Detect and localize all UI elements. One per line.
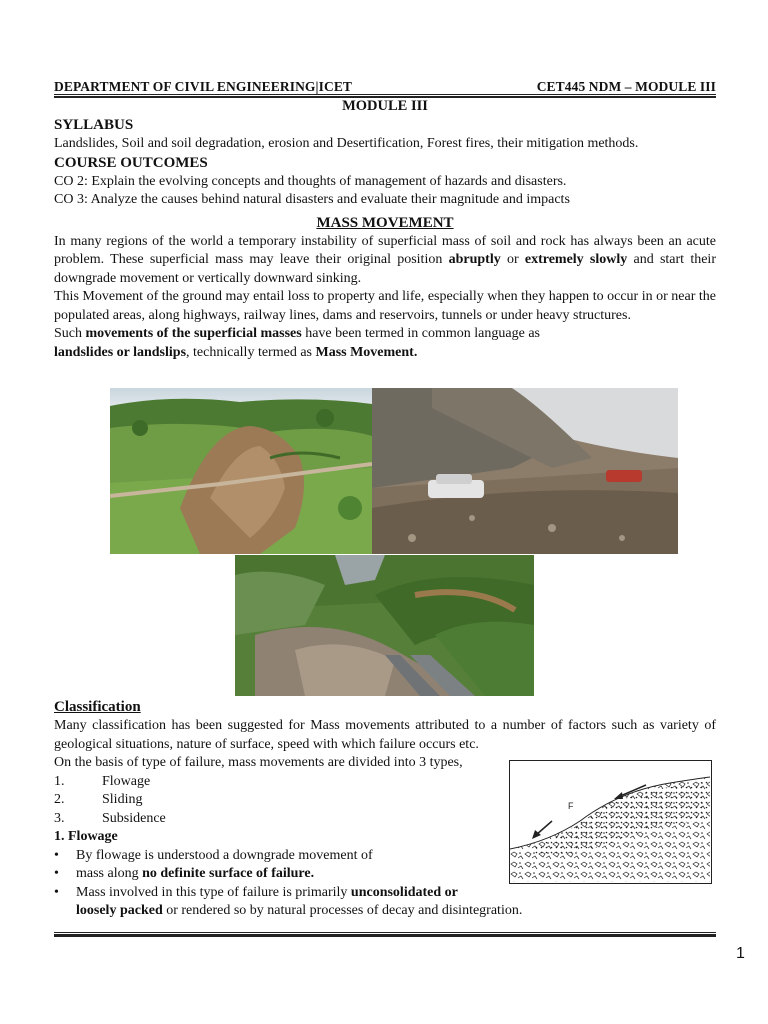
collapsed-highway-image bbox=[235, 555, 534, 696]
header-rule bbox=[54, 94, 716, 95]
text-run: or rendered so by natural processes of decay and disintegration. bbox=[162, 903, 523, 918]
text-run: Mass involved in this type of failure is primarily bbox=[76, 884, 351, 900]
module-title: MODULE III bbox=[342, 98, 428, 114]
flowage-diagram bbox=[509, 760, 712, 884]
diagram-label: F bbox=[568, 801, 574, 811]
list-number: 3. bbox=[54, 810, 65, 826]
landslide-hillside-image bbox=[110, 388, 372, 554]
page-header bbox=[54, 79, 716, 95]
text-run: Such bbox=[54, 326, 86, 341]
bullet-icon: • bbox=[54, 884, 59, 900]
text-run: mass along bbox=[76, 866, 143, 881]
text-run: have been termed in common language as bbox=[301, 326, 540, 341]
list-number: 1. bbox=[54, 773, 65, 789]
list-label: Subsidence bbox=[102, 810, 166, 826]
course-outcomes-heading: COURSE OUTCOMES bbox=[54, 154, 208, 171]
list-item bbox=[54, 847, 494, 866]
bullet-icon: • bbox=[54, 866, 59, 881]
list-item bbox=[54, 865, 494, 884]
course-outcome-2: CO 2: Explain the evolving concepts and thoughts of management of hazards and disasters. bbox=[54, 173, 567, 189]
mass-movement-paragraph-2: This Movement of the ground may entail loss to property and life, especially when they happen to occur in or near the populated areas, along highways, railway lines, dams and reservoirs, tunnels or under heavy structures. bbox=[54, 289, 716, 323]
list-item bbox=[54, 884, 716, 921]
bold-run: Mass Movement. bbox=[315, 344, 418, 360]
bold-run: no definite surface of failure. bbox=[142, 866, 315, 881]
text-run: In many regions of the world a temporary instability of superficial mass of soil and rock has always been an acute problem. These superficial mass may leave their original position bbox=[54, 233, 716, 267]
list-label: Sliding bbox=[102, 792, 143, 807]
list-item bbox=[54, 791, 494, 810]
classification-paragraph-1: Many classification has been suggested for Mass movements attributed to a number of factors such as variety of geological situations, nature of surface, speed with which failure occurs etc. bbox=[54, 718, 716, 752]
bold-run: abruptly bbox=[448, 252, 501, 267]
mass-movement-title: MASS MOVEMENT bbox=[316, 214, 454, 231]
text-run: or bbox=[500, 252, 525, 267]
bullet-text: By flowage is understood a downgrade movement of bbox=[76, 847, 373, 863]
mudslide-road-image bbox=[372, 388, 678, 554]
bullet-text bbox=[76, 865, 314, 884]
bold-run: extremely slowly bbox=[524, 252, 628, 267]
flowage-diagram-drawing bbox=[510, 761, 710, 882]
bold-run: unconsolidated or bbox=[350, 884, 458, 900]
page-number: 1 bbox=[736, 945, 745, 962]
list-item bbox=[54, 773, 494, 792]
text-run: and start their downgrade movement or vertically downward sinking. bbox=[54, 252, 716, 286]
mass-movement-paragraph-4 bbox=[54, 344, 716, 363]
main-content bbox=[54, 96, 716, 362]
mass-movement-paragraph-1 bbox=[54, 233, 716, 289]
mass-movement-paragraph-3 bbox=[54, 325, 716, 344]
bold-run: loosely packed bbox=[76, 903, 163, 918]
classification-paragraph-2: On the basis of type of failure, mass movements are divided into 3 types, bbox=[54, 755, 463, 770]
arrow-icon bbox=[614, 792, 623, 799]
bold-run: landslides or landslips bbox=[54, 344, 187, 360]
syllabus-heading: SYLLABUS bbox=[54, 117, 134, 133]
bold-run: movements of the superficial masses bbox=[85, 326, 302, 341]
text-run: , technically termed as bbox=[186, 344, 316, 360]
list-item bbox=[54, 810, 494, 829]
header-course-code: CET445 NDM – MODULE III bbox=[536, 79, 716, 94]
landslide-hillside-photo bbox=[110, 388, 372, 554]
bullet-icon: • bbox=[54, 847, 59, 863]
flowage-heading: 1. Flowage bbox=[54, 829, 118, 844]
list-number: 2. bbox=[54, 792, 65, 807]
syllabus-text: Landslides, Soil and soil degradation, erosion and Desertification, Forest fires, their mitigation methods. bbox=[54, 136, 639, 151]
footer-rule-thick bbox=[54, 934, 716, 937]
collapsed-highway-photo bbox=[235, 555, 534, 696]
course-outcome-3: CO 3: Analyze the causes behind natural disasters and evaluate their magnitude and impacts bbox=[54, 192, 570, 207]
footer-rule bbox=[54, 932, 716, 933]
list-label: Flowage bbox=[102, 773, 151, 789]
header-department: DEPARTMENT OF CIVIL ENGINEERING|ICET bbox=[54, 79, 353, 94]
mudslide-road-photo bbox=[372, 388, 678, 554]
failure-types-list bbox=[54, 773, 494, 829]
classification-heading: Classification bbox=[54, 699, 141, 715]
bullet-text bbox=[76, 884, 522, 921]
